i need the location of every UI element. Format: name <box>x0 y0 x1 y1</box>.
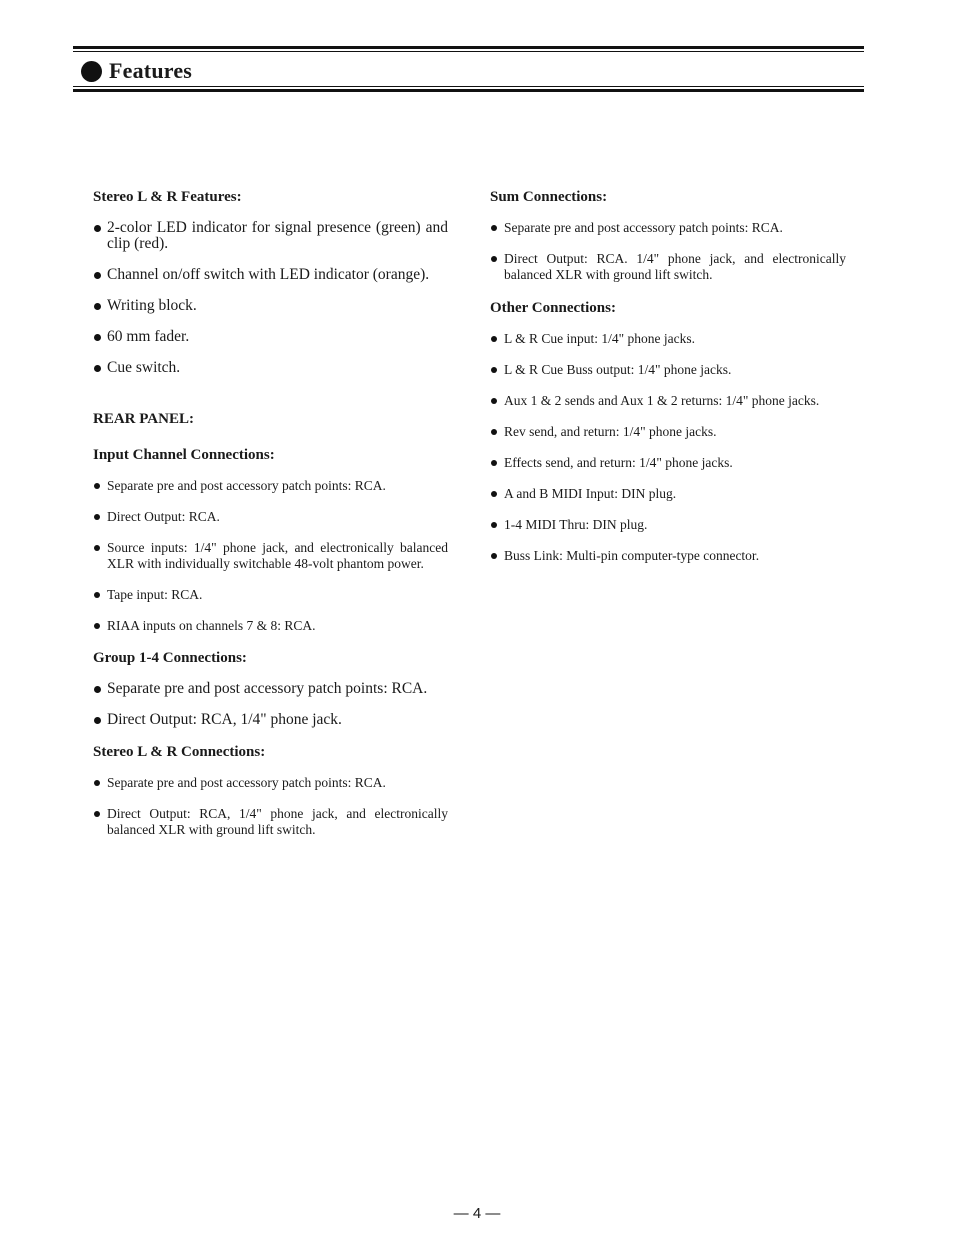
page-title: Features <box>109 58 193 83</box>
list-item: L & R Cue input: 1/4" phone jacks. <box>490 331 846 347</box>
section-heading-sum: Sum Connections: <box>490 189 608 205</box>
list-item: Tape input: RCA. <box>93 587 448 603</box>
list-item: Buss Link: Multi-pin computer-type connector. <box>490 548 846 564</box>
list-item: Source inputs: 1/4" phone jack, and electronically balanced XLR with individually switchable 48-volt phantom power. <box>93 540 448 572</box>
list-item: Effects send, and return: 1/4" phone jacks. <box>490 455 846 471</box>
group-list <box>93 681 448 728</box>
header-rule-bottom <box>73 89 864 92</box>
header-rule-bottom-thin <box>73 86 864 87</box>
list-item: Direct Output: RCA, 1/4" phone jack. <box>93 712 448 728</box>
list-item: Cue switch. <box>93 360 448 376</box>
list-item: Writing block. <box>93 298 448 314</box>
section-heading-group: Group 1-4 Connections: <box>93 650 247 666</box>
page-header <box>73 46 864 96</box>
section-heading-stereo-connections: Stereo L & R Connections: <box>93 744 266 760</box>
list-item: 2-color LED indicator for signal presence (green) and clip (red). <box>93 220 448 252</box>
section-heading-other: Other Connections: <box>490 300 616 316</box>
section-heading-input-channel: Input Channel Connections: <box>93 447 275 463</box>
list-item: Separate pre and post accessory patch points: RCA. <box>93 681 448 697</box>
left-column <box>93 188 448 853</box>
list-item: Separate pre and post accessory patch points: RCA. <box>490 220 846 236</box>
list-item: L & R Cue Buss output: 1/4" phone jacks. <box>490 362 846 378</box>
list-item: 1-4 MIDI Thru: DIN plug. <box>490 517 846 533</box>
stereo-features-list <box>93 220 448 376</box>
list-item: A and B MIDI Input: DIN plug. <box>490 486 846 502</box>
input-channel-list <box>93 478 448 634</box>
list-item: 60 mm fader. <box>93 329 448 345</box>
list-item: Aux 1 & 2 sends and Aux 1 & 2 returns: 1/4" phone jacks. <box>490 393 846 409</box>
page-number: — 4 — <box>453 1205 501 1222</box>
other-list <box>490 331 846 564</box>
header-rule-top-thin <box>73 51 864 52</box>
list-item: RIAA inputs on channels 7 & 8: RCA. <box>93 618 448 634</box>
list-item: Direct Output: RCA, 1/4" phone jack, and electronically balanced XLR with ground lift switch. <box>93 806 448 838</box>
list-item: Direct Output: RCA. <box>93 509 448 525</box>
sum-list <box>490 220 846 283</box>
list-item: Separate pre and post accessory patch points: RCA. <box>93 775 448 791</box>
header-title-group <box>81 58 192 84</box>
header-rule-top <box>73 46 864 49</box>
right-column <box>490 188 846 579</box>
section-heading-stereo-features: Stereo L & R Features: <box>93 189 242 205</box>
bullet-dot-icon <box>81 61 102 82</box>
list-item: Direct Output: RCA. 1/4" phone jack, and electronically balanced XLR with ground lift switch. <box>490 251 846 283</box>
rear-panel-heading: REAR PANEL: <box>93 411 194 427</box>
list-item: Channel on/off switch with LED indicator (orange). <box>93 267 448 283</box>
stereo-connections-list <box>93 775 448 838</box>
list-item: Separate pre and post accessory patch points: RCA. <box>93 478 448 494</box>
list-item: Rev send, and return: 1/4" phone jacks. <box>490 424 846 440</box>
